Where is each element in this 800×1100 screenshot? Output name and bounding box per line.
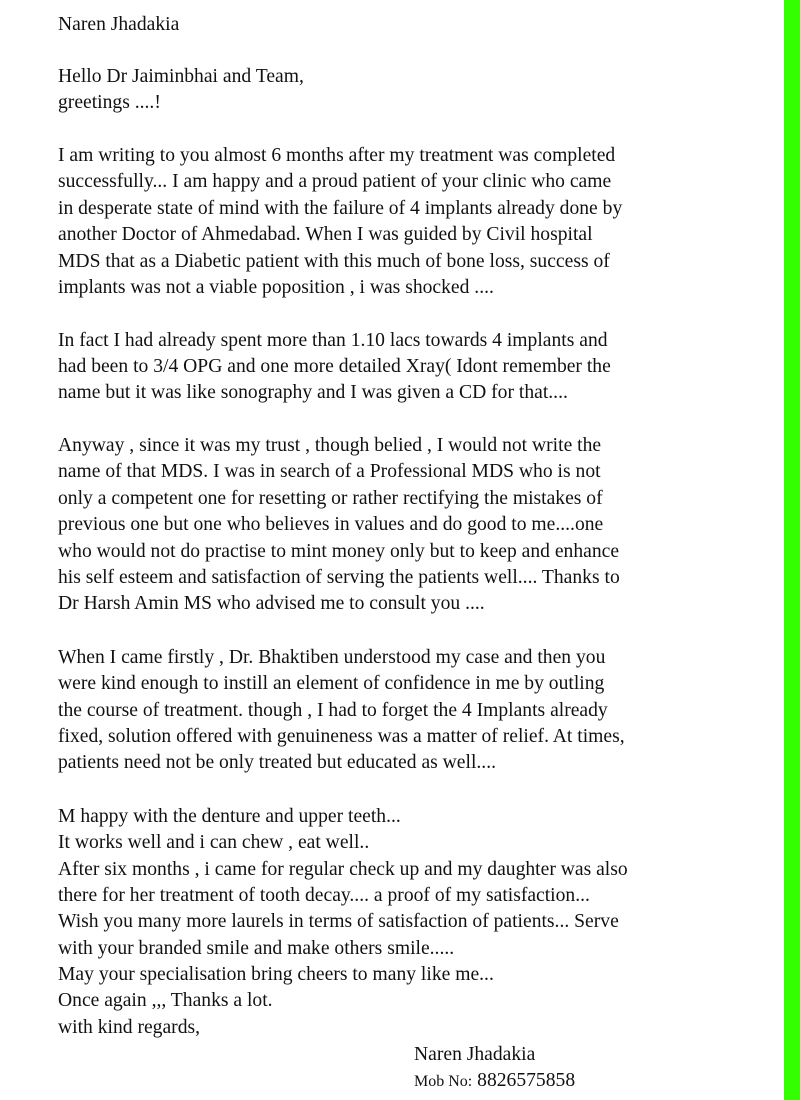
- body-line: M happy with the denture and upper teeth...: [58, 806, 401, 827]
- signature-name: Naren Jhadakia: [414, 1044, 536, 1065]
- signature-mobile: [414, 1068, 575, 1095]
- body-line: were kind enough to instill an element of confidence in me by outling: [58, 673, 605, 694]
- salutation: Hello Dr Jaiminbhai and Team,: [58, 66, 304, 87]
- body-line: who would not do practise to mint money only but to keep and enhance: [58, 541, 620, 562]
- body-line: had been to 3/4 OPG and one more detailed Xray( Idont remember the: [58, 356, 611, 377]
- closing: with kind regards,: [58, 1017, 201, 1038]
- body-line: Once again ,,, Thanks a lot.: [58, 990, 273, 1011]
- body-line: there for her treatment of tooth decay.... a proof of my satisfaction...: [58, 885, 590, 906]
- body-line: another Doctor of Ahmedabad. When I was guided by Civil hospital: [58, 224, 593, 245]
- body-line: Dr Harsh Amin MS who advised me to consult you ....: [58, 593, 485, 614]
- body-line: only a competent one for resetting or rather rectifying the mistakes of: [58, 488, 603, 509]
- mobile-label: Mob No:: [414, 1073, 473, 1090]
- body-line: patients need not be only treated but educated as well....: [58, 752, 496, 773]
- body-line: Wish you many more laurels in terms of satisfaction of patients... Serve: [58, 911, 619, 932]
- greeting: greetings ....!: [58, 92, 161, 113]
- body-line: fixed, solution offered with genuineness was a matter of relief. At times,: [58, 726, 625, 747]
- body-line: previous one but one who believes in values and do good to me....one: [58, 514, 604, 535]
- body-line: name but it was like sonography and I was given a CD for that....: [58, 382, 568, 403]
- body-line: When I came firstly , Dr. Bhaktiben understood my case and then you: [58, 647, 606, 668]
- body-line: I am writing to you almost 6 months after my treatment was completed: [58, 145, 616, 166]
- header-name: Naren Jhadakia: [58, 14, 180, 35]
- body-line: In fact I had already spent more than 1.10 lacs towards 4 implants and: [58, 330, 608, 351]
- body-line: MDS that as a Diabetic patient with this much of bone loss, success of: [58, 251, 610, 272]
- body-line: name of that MDS. I was in search of a Professional MDS who is not: [58, 461, 601, 482]
- body-line: May your specialisation bring cheers to many like me...: [58, 964, 494, 985]
- body-line: After six months , i came for regular check up and my daughter was also: [58, 859, 628, 880]
- mobile-number: 8826575858: [477, 1070, 576, 1091]
- body-line: implants was not a viable poposition , i was shocked ....: [58, 277, 494, 298]
- body-line: Anyway , since it was my trust , though belied , I would not write the: [58, 435, 602, 456]
- body-line: the course of treatment. though , I had to forget the 4 Implants already: [58, 700, 608, 721]
- body-line: in desperate state of mind with the failure of 4 implants already done by: [58, 198, 623, 219]
- body-line: with your branded smile and make others smile.....: [58, 938, 455, 959]
- body-line: It works well and i can chew , eat well..: [58, 832, 370, 853]
- body-line: successfully... I am happy and a proud patient of your clinic who came: [58, 171, 612, 192]
- body-line: his self esteem and satisfaction of serving the patients well.... Thanks to: [58, 567, 620, 588]
- right-border-bar: [784, 0, 800, 1100]
